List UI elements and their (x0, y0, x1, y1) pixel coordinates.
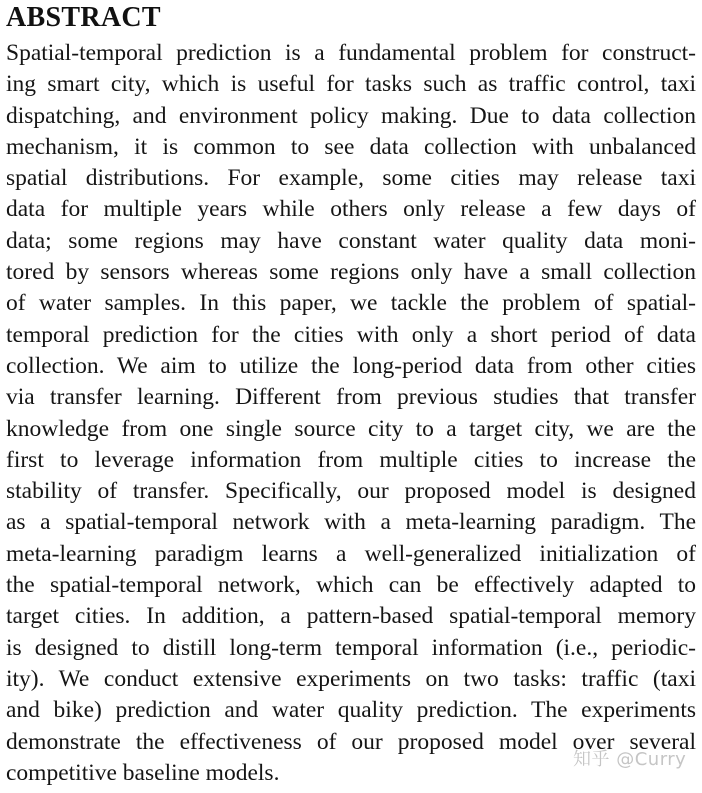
abstract-line: knowledge from one single source city to a target city, we are the (6, 415, 696, 442)
abstract-line-last: competitive baseline models. (6, 759, 280, 786)
abstract-line: data; some regions may have constant water quality data moni- (6, 227, 696, 254)
abstract-section (6, 0, 696, 789)
abstract-line: as a spatial-temporal network with a meta-learning paradigm. The (6, 509, 696, 536)
abstract-line: via transfer learning. Different from previous studies that transfer (6, 384, 696, 411)
abstract-line: of water samples. In this paper, we tackle the problem of spatial- (6, 290, 696, 317)
abstract-line: temporal prediction for the cities with only a short period of data (6, 321, 696, 348)
abstract-line: mechanism, it is common to see data collection with unbalanced (6, 133, 696, 160)
abstract-line: target cities. In addition, a pattern-based spatial-temporal memory (6, 603, 696, 630)
watermark: 知乎 @Curry (573, 749, 687, 770)
abstract-heading: ABSTRACT (6, 2, 161, 33)
abstract-line: tored by sensors whereas some regions only have a small collection (6, 259, 696, 286)
abstract-line: ing smart city, which is useful for tasks such as traffic control, taxi (6, 71, 696, 98)
abstract-line: meta-learning paradigm learns a well-generalized initialization of (6, 540, 696, 567)
abstract-body (6, 38, 696, 789)
abstract-line: data for multiple years while others only release a few days of (6, 196, 696, 223)
abstract-line: and bike) prediction and water quality prediction. The experiments (6, 697, 696, 724)
abstract-line: stability of transfer. Specifically, our proposed model is designed (6, 478, 696, 505)
abstract-line: is designed to distill long-term temporal information (i.e., periodic- (6, 634, 696, 661)
abstract-line: ity). We conduct extensive experiments on two tasks: traffic (taxi (6, 665, 696, 692)
abstract-line: demonstrate the effectiveness of our proposed model over several (6, 728, 696, 755)
abstract-line: Spatial-temporal prediction is a fundamental problem for construct- (6, 40, 696, 66)
abstract-line: spatial distributions. For example, some cities may release taxi (6, 165, 696, 192)
abstract-line: first to leverage information from multiple cities to increase the (6, 446, 696, 473)
abstract-line: dispatching, and environment policy making. Due to data collection (6, 102, 696, 129)
abstract-line: the spatial-temporal network, which can be effectively adapted to (6, 572, 696, 599)
abstract-line: collection. We aim to utilize the long-period data from other cities (6, 352, 696, 379)
